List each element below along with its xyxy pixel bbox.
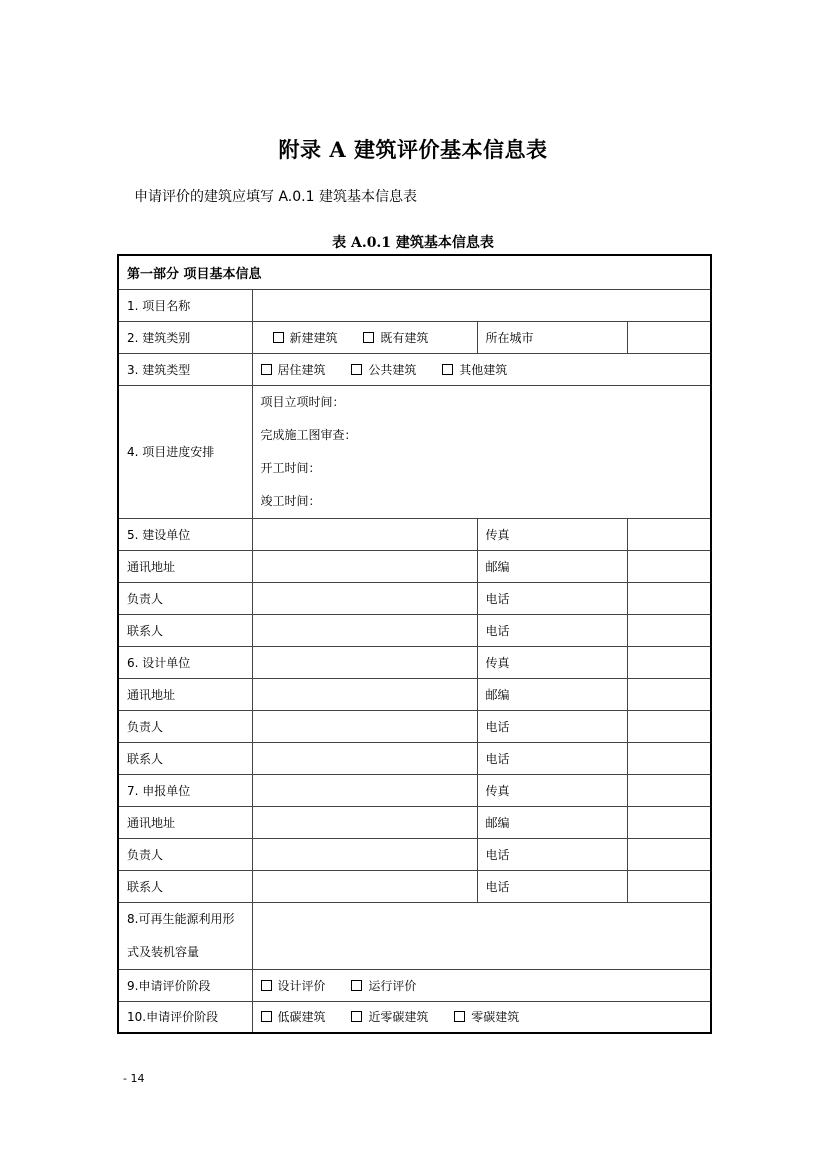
contact-field[interactable] bbox=[252, 742, 477, 774]
schedule-item[interactable]: 完成施工图审查： bbox=[260, 427, 357, 442]
phone-label: 电话 bbox=[477, 582, 627, 614]
address-label: 通讯地址 bbox=[118, 550, 252, 582]
carbon-option-zero[interactable]: 零碳建筑 bbox=[454, 1010, 519, 1024]
building-info-table bbox=[117, 254, 712, 1034]
table-row bbox=[118, 614, 711, 646]
table-caption: 表 A.0.1 建筑基本信息表 bbox=[332, 235, 494, 251]
manager-label: 负责人 bbox=[118, 710, 252, 742]
table-row bbox=[118, 806, 711, 838]
city-label: 所在城市 bbox=[477, 321, 627, 353]
project-name-label: 1. 项目名称 bbox=[118, 289, 252, 321]
phone-field[interactable] bbox=[627, 614, 711, 646]
postcode-field[interactable] bbox=[627, 678, 711, 710]
manager-field[interactable] bbox=[252, 582, 477, 614]
designer-label: 6. 设计单位 bbox=[118, 646, 252, 678]
table-row bbox=[118, 870, 711, 902]
stage-option-design[interactable]: 设计评价 bbox=[261, 979, 326, 993]
schedule-item[interactable]: 开工时间： bbox=[260, 460, 321, 475]
section-row bbox=[118, 255, 711, 289]
table-row bbox=[118, 321, 711, 353]
checkbox-icon[interactable] bbox=[261, 980, 272, 991]
table-row bbox=[118, 353, 711, 385]
page-title: 附录 A 建筑评价基本信息表 bbox=[278, 137, 548, 162]
phone-field[interactable] bbox=[627, 710, 711, 742]
contact-field[interactable] bbox=[252, 614, 477, 646]
fax-label: 传真 bbox=[477, 774, 627, 806]
fax-field[interactable] bbox=[627, 518, 711, 550]
type-option-public[interactable]: 公共建筑 bbox=[351, 363, 416, 377]
table-row bbox=[118, 646, 711, 678]
phone-label: 电话 bbox=[477, 710, 627, 742]
applicant-field[interactable] bbox=[252, 774, 477, 806]
phone-label: 电话 bbox=[477, 742, 627, 774]
contact-field[interactable] bbox=[252, 870, 477, 902]
type-options bbox=[252, 353, 711, 385]
page-number: - 14 bbox=[123, 1072, 145, 1085]
type-option-residential[interactable]: 居住建筑 bbox=[261, 363, 326, 377]
phone-label: 电话 bbox=[477, 838, 627, 870]
postcode-field[interactable] bbox=[627, 550, 711, 582]
address-field[interactable] bbox=[252, 806, 477, 838]
checkbox-icon[interactable] bbox=[442, 364, 453, 375]
table-row bbox=[118, 774, 711, 806]
type-label: 3. 建筑类型 bbox=[118, 353, 252, 385]
schedule-items bbox=[252, 385, 711, 518]
table-row bbox=[118, 742, 711, 774]
address-field[interactable] bbox=[252, 678, 477, 710]
stage-label: 9.申请评价阶段 bbox=[118, 969, 252, 1001]
intro-text: 申请评价的建筑应填写 A.0.1 建筑基本信息表 bbox=[134, 189, 417, 205]
carbon-option-low[interactable]: 低碳建筑 bbox=[261, 1010, 326, 1024]
renewable-field[interactable] bbox=[252, 902, 711, 969]
manager-field[interactable] bbox=[252, 710, 477, 742]
builder-field[interactable] bbox=[252, 518, 477, 550]
table-row bbox=[118, 678, 711, 710]
postcode-label: 邮编 bbox=[477, 550, 627, 582]
postcode-label: 邮编 bbox=[477, 678, 627, 710]
carbon-option-near-zero[interactable]: 近零碳建筑 bbox=[351, 1010, 428, 1024]
checkbox-icon[interactable] bbox=[351, 364, 362, 375]
table-row bbox=[118, 582, 711, 614]
checkbox-icon[interactable] bbox=[351, 1011, 362, 1022]
builder-label: 5. 建设单位 bbox=[118, 518, 252, 550]
phone-label: 电话 bbox=[477, 614, 627, 646]
contact-label: 联系人 bbox=[118, 614, 252, 646]
contact-label: 联系人 bbox=[118, 742, 252, 774]
address-field[interactable] bbox=[252, 550, 477, 582]
table-row bbox=[118, 518, 711, 550]
carbon-label: 10.申请评价阶段 bbox=[118, 1001, 252, 1033]
designer-field[interactable] bbox=[252, 646, 477, 678]
phone-label: 电话 bbox=[477, 870, 627, 902]
renewable-label: 8.可再生能源利用形 式及装机容量 bbox=[118, 902, 252, 969]
fax-field[interactable] bbox=[627, 774, 711, 806]
phone-field[interactable] bbox=[627, 838, 711, 870]
postcode-field[interactable] bbox=[627, 806, 711, 838]
category-option-new[interactable]: 新建建筑 bbox=[273, 331, 338, 345]
table-row bbox=[118, 1001, 711, 1033]
category-options bbox=[252, 321, 477, 353]
phone-field[interactable] bbox=[627, 742, 711, 774]
fax-label: 传真 bbox=[477, 518, 627, 550]
schedule-item[interactable]: 竣工时间： bbox=[260, 493, 321, 508]
manager-label: 负责人 bbox=[118, 582, 252, 614]
checkbox-icon[interactable] bbox=[273, 332, 284, 343]
section-title: 第一部分 项目基本信息 bbox=[118, 255, 711, 289]
table-row bbox=[118, 969, 711, 1001]
category-option-existing[interactable]: 既有建筑 bbox=[363, 331, 428, 345]
fax-label: 传真 bbox=[477, 646, 627, 678]
checkbox-icon[interactable] bbox=[261, 1011, 272, 1022]
applicant-label: 7. 申报单位 bbox=[118, 774, 252, 806]
phone-field[interactable] bbox=[627, 870, 711, 902]
schedule-label: 4. 项目进度安排 bbox=[118, 385, 252, 518]
type-option-other[interactable]: 其他建筑 bbox=[442, 363, 507, 377]
manager-label: 负责人 bbox=[118, 838, 252, 870]
checkbox-icon[interactable] bbox=[351, 980, 362, 991]
city-field[interactable] bbox=[627, 321, 711, 353]
address-label: 通讯地址 bbox=[118, 806, 252, 838]
stage-option-operation[interactable]: 运行评价 bbox=[351, 979, 416, 993]
category-label: 2. 建筑类别 bbox=[118, 321, 252, 353]
table-row bbox=[118, 289, 711, 321]
carbon-options bbox=[252, 1001, 711, 1033]
table-row bbox=[118, 550, 711, 582]
address-label: 通讯地址 bbox=[118, 678, 252, 710]
table-row bbox=[118, 838, 711, 870]
checkbox-icon[interactable] bbox=[261, 364, 272, 375]
contact-label: 联系人 bbox=[118, 870, 252, 902]
fax-field[interactable] bbox=[627, 646, 711, 678]
manager-field[interactable] bbox=[252, 838, 477, 870]
table-row bbox=[118, 385, 711, 518]
table-row bbox=[118, 710, 711, 742]
schedule-item[interactable]: 项目立项时间： bbox=[260, 394, 345, 409]
stage-options bbox=[252, 969, 711, 1001]
project-name-field[interactable] bbox=[252, 289, 711, 321]
checkbox-icon[interactable] bbox=[454, 1011, 465, 1022]
checkbox-icon[interactable] bbox=[363, 332, 374, 343]
phone-field[interactable] bbox=[627, 582, 711, 614]
postcode-label: 邮编 bbox=[477, 806, 627, 838]
table-row bbox=[118, 902, 711, 969]
